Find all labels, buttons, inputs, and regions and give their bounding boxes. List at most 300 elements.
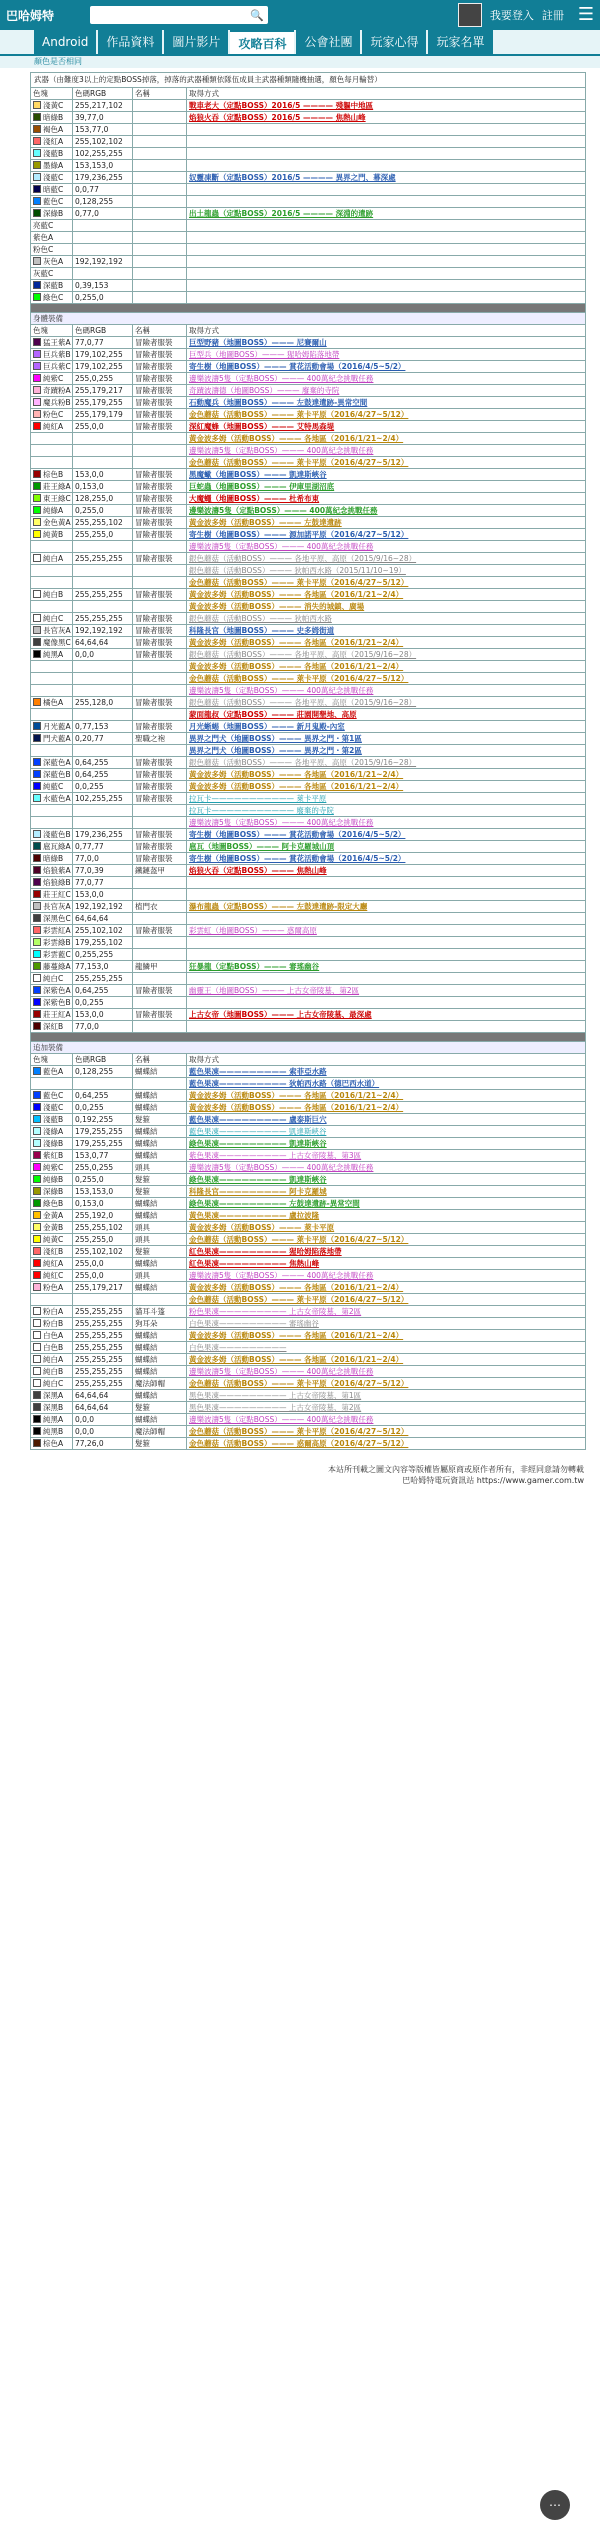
source-cell xyxy=(187,925,586,937)
source-cell xyxy=(187,172,586,184)
color-name-cell xyxy=(31,517,73,529)
source-link[interactable]: 紅色果凍————————— 猩哈姆陷落地帶 xyxy=(189,1247,342,1256)
item-name-cell: 髮箍 xyxy=(133,1402,187,1414)
source-link[interactable]: 金色蘑菇（活動BOSS）——— 萊卡平原（2016/4/27~5/12） xyxy=(189,1427,409,1436)
color-swatch xyxy=(33,866,41,874)
source-cell xyxy=(187,997,586,1009)
source-cell xyxy=(187,745,586,757)
source-link[interactable]: 綠色果凍————————— 凱達斯峽谷 xyxy=(189,1139,327,1148)
item-name-cell: 冒險者服裝 xyxy=(133,925,187,937)
menu-icon[interactable]: ☰ xyxy=(577,4,594,25)
table-row xyxy=(31,1354,586,1366)
color-name-cell xyxy=(31,649,73,661)
source-link[interactable]: 邊樂波濤5隻（定點BOSS）——— 400萬紀念挑戰任務 xyxy=(189,1271,374,1280)
color-name-cell xyxy=(31,1294,73,1306)
source-link[interactable]: 黃金波多姆（活動BOSS）——— 各地區（2016/1/21~2/4） xyxy=(189,1283,404,1292)
color-name-cell xyxy=(31,1258,73,1270)
table-row xyxy=(31,553,586,565)
color-swatch xyxy=(33,902,41,910)
source-link[interactable]: 綠色果凍————————— 左鼓達遺跡-異常空間 xyxy=(189,1199,360,1208)
color-swatch xyxy=(33,614,41,622)
source-link[interactable]: 拉瓦卡——————————— 萊卡平原 xyxy=(189,794,327,803)
color-swatch xyxy=(33,1331,41,1339)
source-cell xyxy=(187,1126,586,1138)
rgb-cell: 0,64,255 xyxy=(73,1090,133,1102)
color-name-cell xyxy=(31,985,73,997)
table-row xyxy=(31,949,586,961)
source-link[interactable]: 金色蘑菇（活動BOSS）——— 萊卡平原（2016/4/27~5/12） xyxy=(189,578,409,587)
tab-0[interactable]: Android xyxy=(34,30,96,54)
color-name-cell xyxy=(31,973,73,985)
column-header: 色塊 xyxy=(31,88,73,100)
color-name-cell xyxy=(31,1246,73,1258)
rgb-cell: 255,255,255 xyxy=(73,973,133,985)
source-link[interactable]: 黃金波多姆（活動BOSS）——— 各地區（2016/1/21~2/4） xyxy=(189,590,404,599)
source-link[interactable]: 戰車老大（定點BOSS）2016/5 ———— 殘軀中地區 xyxy=(189,101,374,110)
item-name-cell: 狗耳朵 xyxy=(133,1318,187,1330)
table-row xyxy=(31,1258,586,1270)
source-link[interactable]: 邊樂波濤5隻（定點BOSS）——— 400萬紀念挑戰任務 xyxy=(189,818,374,827)
color-name: 純紫C xyxy=(43,374,64,383)
column-header: 名稱 xyxy=(133,88,187,100)
color-name: 粉白B xyxy=(43,1319,64,1328)
source-link[interactable]: 邊樂波濤5隻（定點BOSS）——— 400萬紀念挑戰任務 xyxy=(189,374,374,383)
color-swatch xyxy=(33,125,41,133)
footer-site: 巴哈姆特電玩資訊站 https://www.gamer.com.tw xyxy=(402,1476,584,1485)
source-link[interactable]: 黃金波多姆（活動BOSS）——— 各地區（2016/1/21~2/4） xyxy=(189,1331,404,1340)
source-link[interactable]: 銀色蘑菇（活動BOSS）——— 狄帕西水路（2015/11/10~19） xyxy=(189,566,406,575)
table-row xyxy=(31,913,586,925)
color-name: 粉色C xyxy=(33,245,54,254)
color-swatch xyxy=(33,470,41,478)
rgb-cell: 0,0,255 xyxy=(73,1102,133,1114)
source-link[interactable]: 黃金波多姆（活動BOSS）——— 各地區（2016/1/21~2/4） xyxy=(189,434,404,443)
source-link[interactable]: 科隆長官（地圖BOSS）——— 史多姆街道 xyxy=(189,626,335,635)
tab-1[interactable]: 作品資料 xyxy=(98,30,162,54)
color-swatch xyxy=(33,1271,41,1279)
source-link[interactable]: 金色蘑菇（活動BOSS）——— 萊卡平原（2016/4/27~5/12） xyxy=(189,1379,409,1388)
source-link[interactable]: 異界之門犬（地圖BOSS）——— 異界之門・第1區 xyxy=(189,734,362,743)
table-row xyxy=(31,505,586,517)
source-link[interactable]: 金色蘑菇（活動BOSS）——— 萊卡平原（2016/4/27~5/12） xyxy=(189,1235,409,1244)
rgb-cell: 255,217,102 xyxy=(73,100,133,112)
item-name-cell xyxy=(133,136,187,148)
source-link[interactable]: 科隆長官————————— 阿卡克羅城 xyxy=(189,1187,327,1196)
color-name: 深藍色A xyxy=(43,758,71,767)
color-name: 純白A xyxy=(43,554,64,563)
source-link[interactable]: 寄生樹（地圖BOSS）——— 賞花活動會場（2016/4/5~5/2） xyxy=(189,854,406,863)
rgb-cell: 77,26,0 xyxy=(73,1438,133,1450)
source-link[interactable]: 黃金波多姆（活動BOSS）——— 消失的城鎮、廣場 xyxy=(189,602,365,611)
column-header: 名稱 xyxy=(133,325,187,337)
source-link[interactable]: 焰狼火吞（定點BOSS）——— 焦熱山峰 xyxy=(189,866,327,875)
table-row xyxy=(31,292,586,304)
color-name-cell xyxy=(31,1342,73,1354)
table-row xyxy=(31,841,586,853)
table-row xyxy=(31,601,586,613)
color-name-cell xyxy=(31,745,73,757)
source-link[interactable]: 異界之門犬（地圖BOSS）——— 異界之門・第2區 xyxy=(189,746,362,755)
separator-cell xyxy=(31,1033,586,1042)
source-link[interactable]: 銀色蘑菇（活動BOSS）——— 各地平原、高原（2015/9/16~28） xyxy=(189,650,417,659)
color-name: 粉白A xyxy=(43,1307,64,1316)
login-link[interactable]: 我要登入 xyxy=(489,9,534,22)
item-name-cell: 冒險者服裝 xyxy=(133,625,187,637)
source-link[interactable]: 寄生樹（地圖BOSS）——— 賞花活動會場（2016/4/5~5/2） xyxy=(189,362,406,371)
color-name-cell xyxy=(31,385,73,397)
color-name: 金黃B xyxy=(43,1223,64,1232)
source-cell xyxy=(187,505,586,517)
rgb-cell xyxy=(73,1294,133,1306)
rgb-cell: 0,153,0 xyxy=(73,481,133,493)
item-name-cell: 冒險者服裝 xyxy=(133,337,187,349)
table-row xyxy=(31,781,586,793)
rgb-cell: 192,192,192 xyxy=(73,625,133,637)
register-link[interactable]: 註冊 xyxy=(541,9,564,22)
item-name-cell: 冒險者服裝 xyxy=(133,469,187,481)
source-link[interactable]: 大魔蠅（地圖BOSS）——— 杜希布東 xyxy=(189,494,320,503)
tab-3[interactable]: 攻略百科 xyxy=(230,30,294,54)
color-swatch xyxy=(33,1010,41,1018)
color-name-cell xyxy=(31,757,73,769)
color-swatch xyxy=(33,101,41,109)
source-link[interactable]: 藍色果凍————————— 盧泰斯巨穴 xyxy=(189,1115,327,1124)
color-name-cell xyxy=(31,673,73,685)
item-name-cell: 冒險者服裝 xyxy=(133,757,187,769)
item-name-cell: 聖職之袍 xyxy=(133,733,187,745)
source-link[interactable]: 黃金波多姆（活動BOSS）——— 左鼓達遺跡 xyxy=(189,518,342,527)
item-name-cell: 蝴蝶結 xyxy=(133,1102,187,1114)
rgb-cell: 255,255,255 xyxy=(73,1366,133,1378)
source-cell xyxy=(187,244,586,256)
source-cell xyxy=(187,208,586,220)
source-cell xyxy=(187,1294,586,1306)
item-name-cell: 髮箍 xyxy=(133,1438,187,1450)
source-cell xyxy=(187,865,586,877)
color-name: 藍色C xyxy=(43,1091,64,1100)
table-row xyxy=(31,637,586,649)
source-link[interactable]: 深紅魔蜂（地圖BOSS）——— 艾特馬森堤 xyxy=(189,422,335,431)
color-name: 藤蔓綠A xyxy=(43,962,71,971)
color-swatch xyxy=(33,878,41,886)
color-swatch xyxy=(33,590,41,598)
source-link[interactable]: 粉色果凍————————— 上古女帝陵墓、第2區 xyxy=(189,1307,362,1316)
source-link[interactable]: 綠色果凍————————— 凱達斯峽谷 xyxy=(189,1175,327,1184)
source-cell xyxy=(187,841,586,853)
rgb-cell: 255,0,0 xyxy=(73,421,133,433)
source-link[interactable]: 寄生樹（地圖BOSS）——— 源加諾平原（2016/4/27~5/12） xyxy=(189,530,409,539)
source-cell xyxy=(187,529,586,541)
source-link[interactable]: 黃色果凍————————— 盧拉波隆 xyxy=(189,1211,320,1220)
source-link[interactable]: 巨型野豬（地圖BOSS）——— 尼賽爾山 xyxy=(189,338,327,347)
tab-4[interactable]: 公會社團 xyxy=(296,30,360,54)
rgb-cell: 192,192,192 xyxy=(73,256,133,268)
source-link[interactable]: 黃金波多姆（活動BOSS）——— 各地區（2016/1/21~2/4） xyxy=(189,638,404,647)
source-link[interactable]: 黑魔蠍（地圖BOSS）——— 凱達斯峽谷 xyxy=(189,470,327,479)
rgb-cell: 0,128,255 xyxy=(73,1066,133,1078)
table-row xyxy=(31,649,586,661)
color-name-cell xyxy=(31,1078,73,1090)
color-name: 純黑A xyxy=(43,1415,64,1424)
color-name: 純白A xyxy=(43,1355,64,1364)
table-row xyxy=(31,337,586,349)
color-name: 純白B xyxy=(43,1367,64,1376)
source-link[interactable]: 邊樂波濤5隻（定點BOSS）——— 400萬紀念挑戰任務 xyxy=(189,506,378,515)
color-name: 莊王紅C xyxy=(43,890,71,899)
color-swatch xyxy=(33,1355,41,1363)
source-cell xyxy=(187,457,586,469)
source-link[interactable]: 金色蘑菇（活動BOSS）——— 萊卡平原（2016/4/27~5/12） xyxy=(189,410,409,419)
color-name-cell xyxy=(31,124,73,136)
rgb-cell xyxy=(73,805,133,817)
source-link[interactable]: 拉瓦卡——————————— 廢棄的寺院 xyxy=(189,806,334,815)
color-swatch xyxy=(33,1175,41,1183)
source-link[interactable]: 彩雲虹（地圖BOSS）——— 惑爾高原 xyxy=(189,926,317,935)
color-name-cell xyxy=(31,1306,73,1318)
source-link[interactable]: 銀色蘑菇（活動BOSS）——— 各地平原、高原（2015/9/16~28） xyxy=(189,554,417,563)
table-row xyxy=(31,1414,586,1426)
rgb-cell: 153,153,0 xyxy=(73,1186,133,1198)
source-link[interactable]: 焰狼火吞（定點BOSS）2016/5 ———— 焦熱山峰 xyxy=(189,113,366,122)
color-name: 灰藍C xyxy=(33,269,54,278)
color-swatch xyxy=(33,1163,41,1171)
color-swatch xyxy=(33,1187,41,1195)
item-name-cell: 冒險者服裝 xyxy=(133,769,187,781)
source-link[interactable]: 金色蘑菇（活動BOSS）——— 萊卡平原（2016/4/27~5/12） xyxy=(189,1295,409,1304)
source-link[interactable]: 奇蹟波濤德（地圖BOSS）——— 廢棄的寺院 xyxy=(189,386,340,395)
source-cell xyxy=(187,889,586,901)
source-link[interactable]: 金色蘑菇（活動BOSS）——— 萊卡平原（2016/4/27~5/12） xyxy=(189,458,409,467)
source-link[interactable]: 藍色果凍————————— 索菲亞水路 xyxy=(189,1067,327,1076)
color-swatch xyxy=(33,1367,41,1375)
table-row xyxy=(31,160,586,172)
item-name-cell: 冒險者服裝 xyxy=(133,397,187,409)
rgb-cell: 0,0,0 xyxy=(73,1414,133,1426)
source-link[interactable]: 黑色果凍————————— 上古女帝陵墓、第1區 xyxy=(189,1391,362,1400)
color-name: 淺紅B xyxy=(43,1247,64,1256)
source-cell xyxy=(187,100,586,112)
table-row xyxy=(31,817,586,829)
color-name-cell xyxy=(31,769,73,781)
source-link[interactable]: 巨蛇蟲（地圖BOSS）——— 伊庫里湖沼底 xyxy=(189,482,335,491)
table-row xyxy=(31,1402,586,1414)
source-link[interactable]: 金色蘑菇（活動BOSS）——— 惑爾高原（2016/4/27~5/12） xyxy=(189,1439,409,1448)
source-link[interactable]: 藍色果凍————————— 狄帕西水路（德巴西水道） xyxy=(189,1079,380,1088)
source-link[interactable]: 金色蘑菇（活動BOSS）——— 萊卡平原（2016/4/27~5/12） xyxy=(189,674,409,683)
site-logo[interactable]: 巴哈姆特 xyxy=(6,8,55,23)
color-name-cell xyxy=(31,100,73,112)
color-name-cell xyxy=(31,1330,73,1342)
color-swatch xyxy=(33,350,41,358)
source-link[interactable]: 邊樂波濤5隻（定點BOSS）——— 400萬紀念挑戰任務 xyxy=(189,446,374,455)
source-link[interactable]: 黃金波多姆（活動BOSS）——— 各地區（2016/1/21~2/4） xyxy=(189,1103,404,1112)
color-swatch xyxy=(33,830,41,838)
rgb-cell: 0,128,255 xyxy=(73,196,133,208)
rgb-cell xyxy=(73,541,133,553)
color-name: 灰色A xyxy=(43,257,64,266)
table-row xyxy=(31,1246,586,1258)
search-input[interactable] xyxy=(90,6,268,24)
color-name: 彩雲藍C xyxy=(43,950,71,959)
tab-2[interactable]: 圖片影片 xyxy=(164,30,228,54)
color-name: 巨兵紫C xyxy=(43,362,71,371)
source-cell xyxy=(187,1150,586,1162)
color-name: 淺藍B xyxy=(43,149,64,158)
source-cell xyxy=(187,601,586,613)
color-name-cell xyxy=(31,337,73,349)
more-button[interactable]: ⋯ xyxy=(540,2490,570,2520)
source-link[interactable]: 上古女帝（地圖BOSS）——— 上古女帝陵墓、最深處 xyxy=(189,1010,372,1019)
item-name-cell: 頭具 xyxy=(133,1234,187,1246)
source-cell xyxy=(187,1138,586,1150)
color-name-cell xyxy=(31,793,73,805)
source-link[interactable]: 白色果凍————————— 審瑤幽谷 xyxy=(189,1319,319,1328)
source-link[interactable]: 扈瓦（地圖BOSS）——— 阿卡克羅城山頂 xyxy=(189,842,335,851)
color-swatch xyxy=(33,962,41,970)
source-cell xyxy=(187,148,586,160)
color-name: 深紅B xyxy=(43,1022,64,1031)
source-link[interactable]: 銀色蘑菇（活動BOSS）——— 各地平原、高原（2015/9/16~28） xyxy=(189,758,417,767)
table-row xyxy=(31,220,586,232)
source-link[interactable]: 狂暴龍（定點BOSS）——— 審瑤幽谷 xyxy=(189,962,320,971)
source-link[interactable]: 黃金波多姆（活動BOSS）——— 各地區（2016/1/21~2/4） xyxy=(189,1091,404,1100)
source-link[interactable]: 石動魔兵（地圖BOSS）——— 左鼓達遺跡-異常空間 xyxy=(189,398,368,407)
table-row xyxy=(31,829,586,841)
rgb-cell: 0,255,0 xyxy=(73,1174,133,1186)
source-cell xyxy=(187,493,586,505)
source-cell xyxy=(187,1414,586,1426)
source-cell xyxy=(187,220,586,232)
source-link[interactable]: 黑色果凍————————— 上古女帝陵墓、第2區 xyxy=(189,1403,362,1412)
color-swatch xyxy=(33,1235,41,1243)
color-swatch xyxy=(33,185,41,193)
source-link[interactable]: 邊樂波濤5隻（定點BOSS）——— 400萬紀念挑戰任務 xyxy=(189,1415,374,1424)
color-name-cell xyxy=(31,505,73,517)
column-header: 取得方式 xyxy=(187,325,586,337)
source-link[interactable]: 巨型兵（地圖BOSS）——— 猩哈姆陷落地帶 xyxy=(189,350,340,359)
source-link[interactable]: 白色果凍————————— xyxy=(189,1343,287,1352)
table-row xyxy=(31,529,586,541)
color-name-cell xyxy=(31,1366,73,1378)
rgb-cell: 0,77,77 xyxy=(73,841,133,853)
rgb-cell: 0,64,255 xyxy=(73,985,133,997)
source-link[interactable]: 幽靈王（地圖BOSS）——— 上古女帝陵墓、第2區 xyxy=(189,986,360,995)
rgb-cell: 77,0,0 xyxy=(73,1021,133,1033)
source-link[interactable]: 邊樂波濤5隻（定點BOSS）——— 400萬紀念挑戰任務 xyxy=(189,542,374,551)
source-link[interactable]: 奴靈凍斷（定點BOSS）2016/5 ———— 異界之門、幕深處 xyxy=(189,173,396,182)
item-name-cell: 蝴蝶結 xyxy=(133,1150,187,1162)
color-name: 藍色C xyxy=(43,197,64,206)
color-name: 深黑色C xyxy=(43,914,71,923)
item-name-cell: 冒險者服裝 xyxy=(133,529,187,541)
color-name-cell xyxy=(31,853,73,865)
color-name-cell xyxy=(31,1390,73,1402)
rgb-cell: 255,179,217 xyxy=(73,1282,133,1294)
source-cell xyxy=(187,1366,586,1378)
column-header: 色碼RGB xyxy=(73,88,133,100)
item-name-cell: 冒險者服裝 xyxy=(133,853,187,865)
item-name-cell: 蝴蝶結 xyxy=(133,1090,187,1102)
item-name-cell: 冒險者服裝 xyxy=(133,421,187,433)
rgb-cell xyxy=(73,1078,133,1090)
item-name-cell: 冒險者服裝 xyxy=(133,517,187,529)
table-row xyxy=(31,733,586,745)
color-name: 猛王紫A xyxy=(43,338,71,347)
source-link[interactable]: 黃金波多姆（活動BOSS）——— 各地區（2016/1/21~2/4） xyxy=(189,662,404,671)
source-link[interactable]: 銀色蘑菇（活動BOSS）——— 各地平原、高原（2015/9/16~28） xyxy=(189,698,417,707)
source-link[interactable]: 紫色果凍————————— 上古女帝陵墓、第3區 xyxy=(189,1151,362,1160)
color-name-cell xyxy=(31,1021,73,1033)
avatar[interactable] xyxy=(458,3,482,27)
source-link[interactable]: 黃金波多姆（活動BOSS）——— 各地區（2016/1/21~2/4） xyxy=(189,1355,404,1364)
source-link[interactable]: 瀑布龍蟲（定點BOSS）——— 左鼓達遺跡-限定大廳 xyxy=(189,902,368,911)
rgb-cell: 255,179,255 xyxy=(73,397,133,409)
rgb-cell xyxy=(73,577,133,589)
separator-row xyxy=(31,304,586,313)
color-name-cell xyxy=(31,1414,73,1426)
tab-5[interactable]: 玩家心得 xyxy=(362,30,426,54)
table-row xyxy=(31,421,586,433)
item-name-cell xyxy=(133,973,187,985)
table-row xyxy=(31,172,586,184)
source-link[interactable]: 黃金波多姆（活動BOSS）——— 各地區（2016/1/21~2/4） xyxy=(189,782,404,791)
table-row xyxy=(31,517,586,529)
source-cell xyxy=(187,1318,586,1330)
table-row xyxy=(31,1306,586,1318)
source-cell xyxy=(187,232,586,244)
rgb-cell: 0,255,0 xyxy=(73,505,133,517)
dye-table xyxy=(30,72,586,1450)
source-link[interactable]: 藍色果凍————————— 凱達斯峽谷 xyxy=(189,1127,327,1136)
source-link[interactable]: 邊樂波濤5隻（定點BOSS）——— 400萬紀念挑戰任務 xyxy=(189,1163,374,1172)
rgb-cell xyxy=(73,244,133,256)
table-row xyxy=(31,1138,586,1150)
source-link[interactable]: 邊樂波濤5隻（定點BOSS）——— 400萬紀念挑戰任務 xyxy=(189,1367,374,1376)
source-link[interactable]: 紅色果凍————————— 焦熱山峰 xyxy=(189,1259,320,1268)
source-link[interactable]: 黃金波多姆（活動BOSS）——— 萊卡平原 xyxy=(189,1223,335,1232)
table-row xyxy=(31,148,586,160)
color-swatch xyxy=(33,149,41,157)
color-swatch xyxy=(33,650,41,658)
rgb-cell: 255,255,255 xyxy=(73,1378,133,1390)
color-name: 彩雲綠B xyxy=(43,938,71,947)
item-name-cell: 頭具 xyxy=(133,1162,187,1174)
item-name-cell xyxy=(133,280,187,292)
header-row xyxy=(31,1054,586,1066)
source-link[interactable]: 銀色蘑菇（活動BOSS）——— 狄帕西水路 xyxy=(189,614,332,623)
item-name-cell: 魔法師帽 xyxy=(133,1426,187,1438)
table-row xyxy=(31,433,586,445)
table-row xyxy=(31,481,586,493)
color-swatch xyxy=(33,281,41,289)
color-name-cell xyxy=(31,1318,73,1330)
search-icon[interactable]: 🔍 xyxy=(250,8,264,22)
item-name-cell: 冒險者服裝 xyxy=(133,409,187,421)
source-link[interactable]: 寄生樹（地圖BOSS）——— 賞花活動會場（2016/4/5~5/2） xyxy=(189,830,406,839)
source-link[interactable]: 黃金波多姆（活動BOSS）——— 各地區（2016/1/21~2/4） xyxy=(189,770,404,779)
table-row xyxy=(31,985,586,997)
color-swatch xyxy=(33,938,41,946)
source-link[interactable]: 邊樂波濤5隻（定點BOSS）——— 400萬紀念挑戰任務 xyxy=(189,686,374,695)
source-link[interactable]: 蒙面龍叔（定點BOSS）——— 莊園開墾地、高原 xyxy=(189,710,357,719)
source-link[interactable]: 出土龍蟲（定點BOSS）2016/5 ———— 深淵的遺跡 xyxy=(189,209,374,218)
rgb-cell xyxy=(73,565,133,577)
source-cell xyxy=(187,565,586,577)
source-cell xyxy=(187,1114,586,1126)
tab-6[interactable]: 玩家名單 xyxy=(428,30,492,54)
source-link[interactable]: 月光蜥蜴（地圖BOSS）——— 新月鬼殿-內室 xyxy=(189,722,345,731)
table-row xyxy=(31,232,586,244)
